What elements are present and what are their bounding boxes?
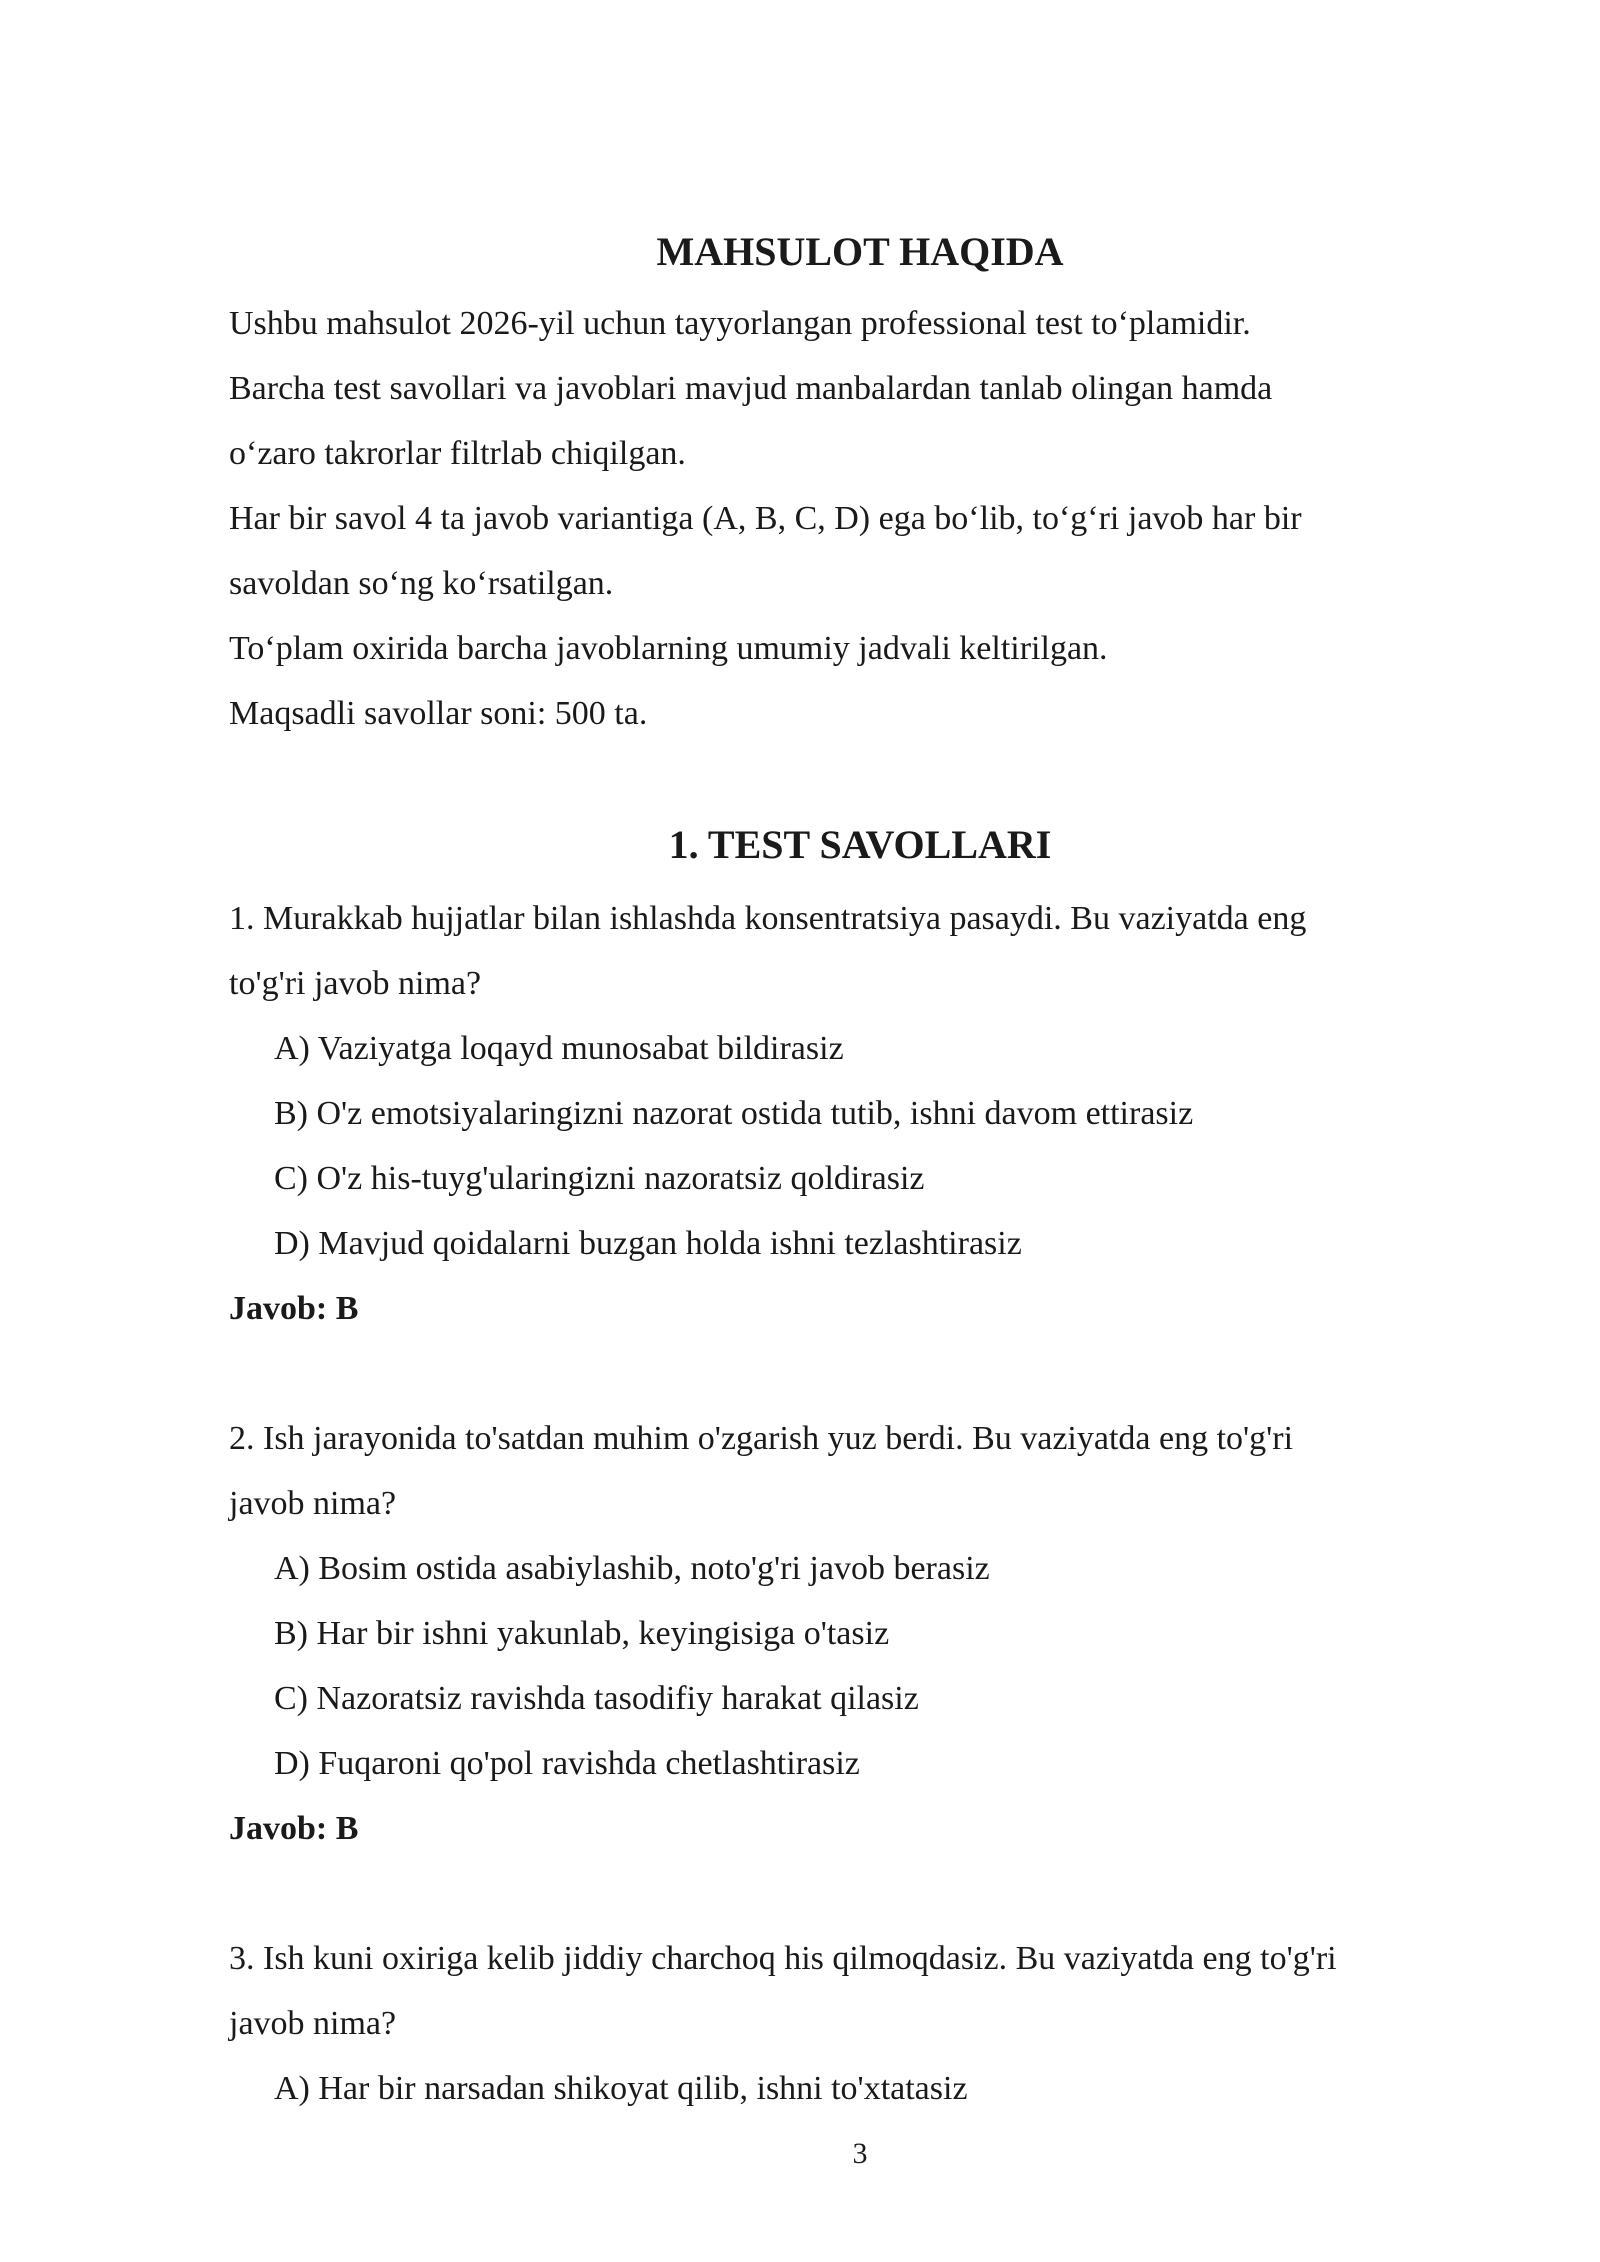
page-number: 3 (852, 2137, 868, 2170)
section-title: 1. TEST SAVOLLARI (668, 822, 1052, 867)
answer-option: D) Fuqaroni qo'pol ravishda chetlashtirasiz (274, 1745, 860, 1782)
answer-option: C) Nazoratsiz ravishda tasodifiy harakat qilasiz (274, 1680, 919, 1717)
question-text: javob nima? (229, 1485, 397, 1522)
about-line: savoldan so‘ng ko‘rsatilgan. (229, 565, 614, 602)
question-text: 3. Ish kuni oxiriga kelib jiddiy charchoq his qilmoqdasiz. Bu vaziyatda eng to'g'ri (229, 1940, 1337, 1977)
correct-answer: Javob: B (229, 1290, 359, 1327)
about-line: Ushbu mahsulot 2026-yil uchun tayyorlangan professional test to‘plamidir. (229, 305, 1251, 342)
about-line: Maqsadli savollar soni: 500 ta. (229, 695, 648, 732)
about-line: Har bir savol 4 ta javob variantiga (A, B, C, D) ega bo‘lib, to‘g‘ri javob har bir (229, 500, 1302, 537)
answer-option: A) Vaziyatga loqayd munosabat bildirasiz (274, 1030, 844, 1067)
question-text: 1. Murakkab hujjatlar bilan ishlashda konsentratsiya pasaydi. Bu vaziyatda eng (229, 900, 1307, 937)
answer-option: A) Bosim ostida asabiylashib, noto'g'ri javob berasiz (274, 1550, 990, 1587)
correct-answer: Javob: B (229, 1810, 359, 1847)
question-text: javob nima? (229, 2005, 397, 2042)
answer-option: A) Har bir narsadan shikoyat qilib, ishni to'xtatasiz (274, 2070, 968, 2107)
answer-option: D) Mavjud qoidalarni buzgan holda ishni tezlashtirasiz (274, 1225, 1022, 1262)
question-text: to'g'ri javob nima? (229, 965, 482, 1002)
answer-option: C) O'z his-tuyg'ularingizni nazoratsiz qoldirasiz (274, 1160, 925, 1197)
answer-option: B) O'z emotsiyalaringizni nazorat ostida tutib, ishni davom ettirasiz (274, 1095, 1194, 1132)
about-title: MAHSULOT HAQIDA (656, 229, 1064, 274)
answer-option: B) Har bir ishni yakunlab, keyingisiga o'tasiz (274, 1615, 890, 1652)
about-line: o‘zaro takrorlar filtrlab chiqilgan. (229, 435, 686, 472)
about-line: To‘plam oxirida barcha javoblarning umumiy jadvali keltirilgan. (229, 630, 1108, 667)
about-line: Barcha test savollari va javoblari mavjud manbalardan tanlab olingan hamda (229, 370, 1273, 407)
question-text: 2. Ish jarayonida to'satdan muhim o'zgarish yuz berdi. Bu vaziyatda eng to'g'ri (229, 1420, 1294, 1457)
